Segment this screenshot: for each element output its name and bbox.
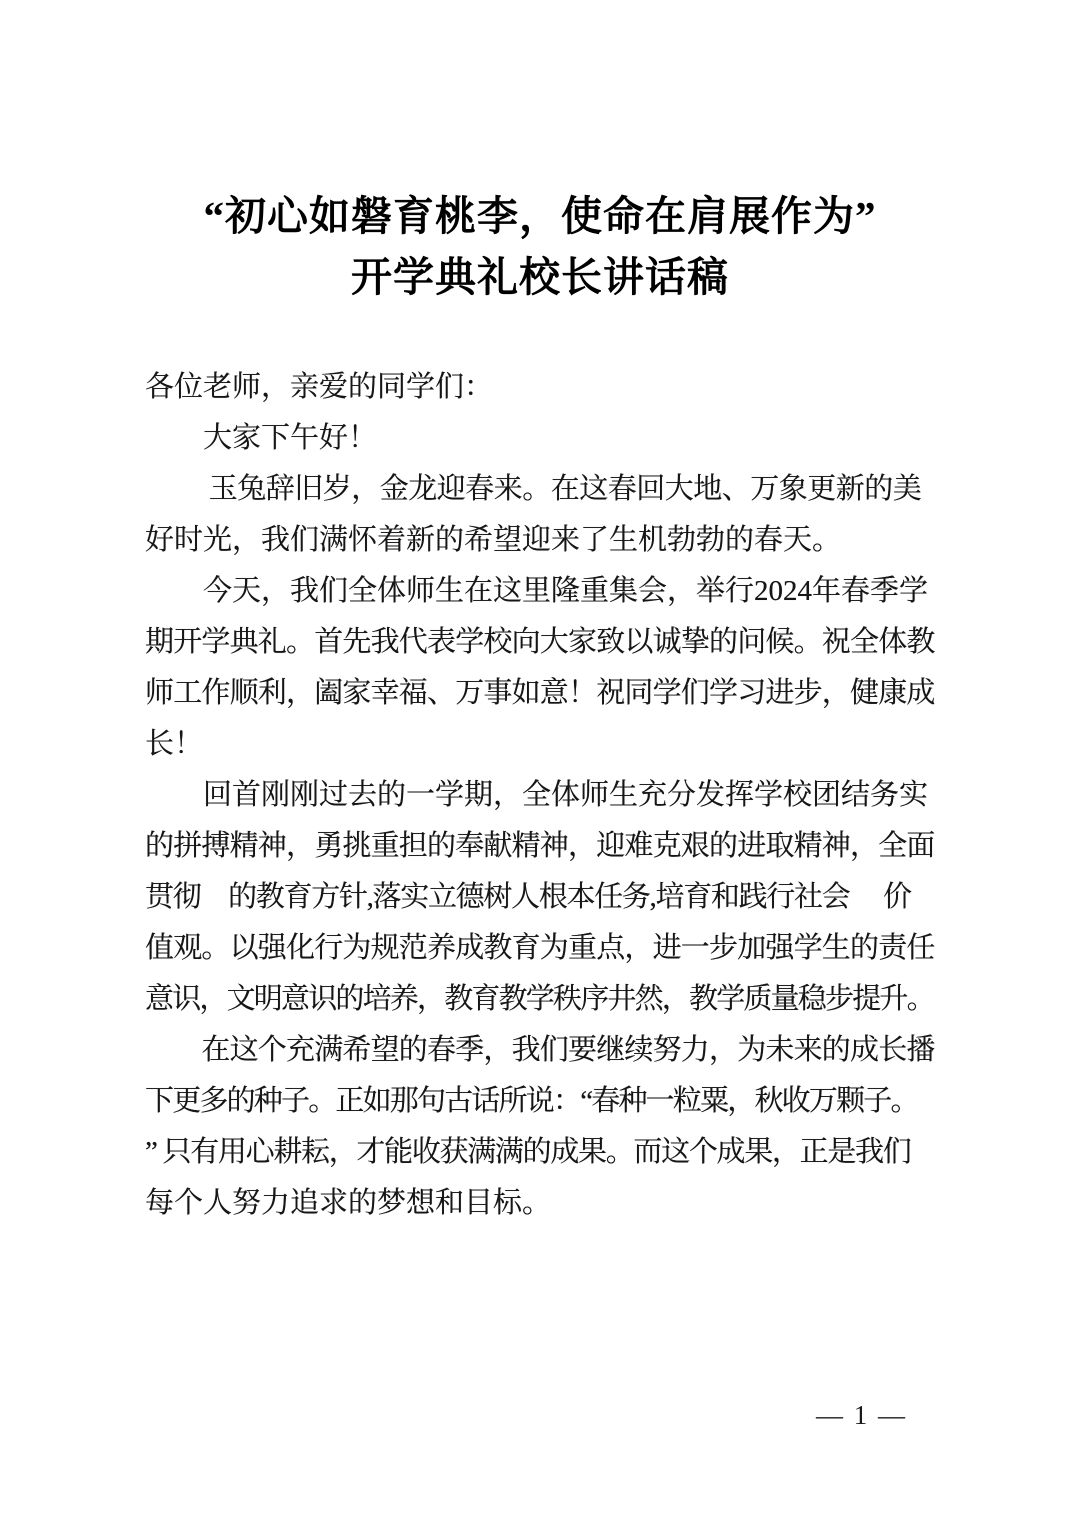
body-line: 的拼搏精神，勇挑重担的奉献精神，迎难克艰的进取精神，全面 (145, 830, 935, 862)
body-line: 每个人努力追求的梦想和目标。 (145, 1187, 552, 1219)
body-line: 师工作顺利，阖家幸福、万事如意！祝同学们学习进步，健康成 (145, 677, 935, 709)
body-line: 玉兔辞旧岁，金龙迎春来。在这春回大地、万象更新的美 (145, 473, 922, 505)
body-line: 下更多的种子。正如那句古话所说：“春种一粒粟，秋收万颗子。 (145, 1085, 918, 1117)
page-number: — 1 — (816, 1400, 907, 1430)
document-title-line-2: 开学典礼校长讲话稿 (351, 254, 729, 300)
body-line: 好时光，我们满怀着新的希望迎来了生机勃勃的春天。 (145, 524, 842, 556)
body-line-greeting: 大家下午好！ (145, 422, 378, 454)
body-line: 值观。以强化行为规范养成教育为重点，进一步加强学生的责任 (145, 932, 935, 964)
document-body (145, 362, 937, 1229)
body-line: 意识，文明意识的培养，教育教学秩序井然，教学质量稳步提升。 (145, 983, 934, 1015)
document-title (0, 186, 1080, 308)
body-line: 今天，我们全体师生在这里隆重集会，举行2024年春季学 (145, 575, 929, 607)
body-line: ” 只有用心耕耘，才能收获满满的成果。而这个成果，正是我们 (145, 1136, 911, 1168)
body-line-salutation: 各位老师，亲爱的同学们： (145, 371, 494, 403)
document-title-line-1: “初心如磐育桃李，使命在肩展作为” (203, 193, 877, 239)
body-line: 贯彻 的教育方针,落实立德树人根本任务,培育和践行社会 价 (145, 881, 911, 913)
body-line: 回首刚刚过去的一学期，全体师生充分发挥学校团结务实 (145, 779, 929, 811)
body-line: 长！ (145, 728, 204, 760)
body-line: 期开学典礼。首先我代表学校向大家致以诚挚的问候。祝全体教 (145, 626, 935, 658)
body-line: 在这个充满希望的春季，我们要继续努力，为未来的成长播 (145, 1034, 935, 1066)
